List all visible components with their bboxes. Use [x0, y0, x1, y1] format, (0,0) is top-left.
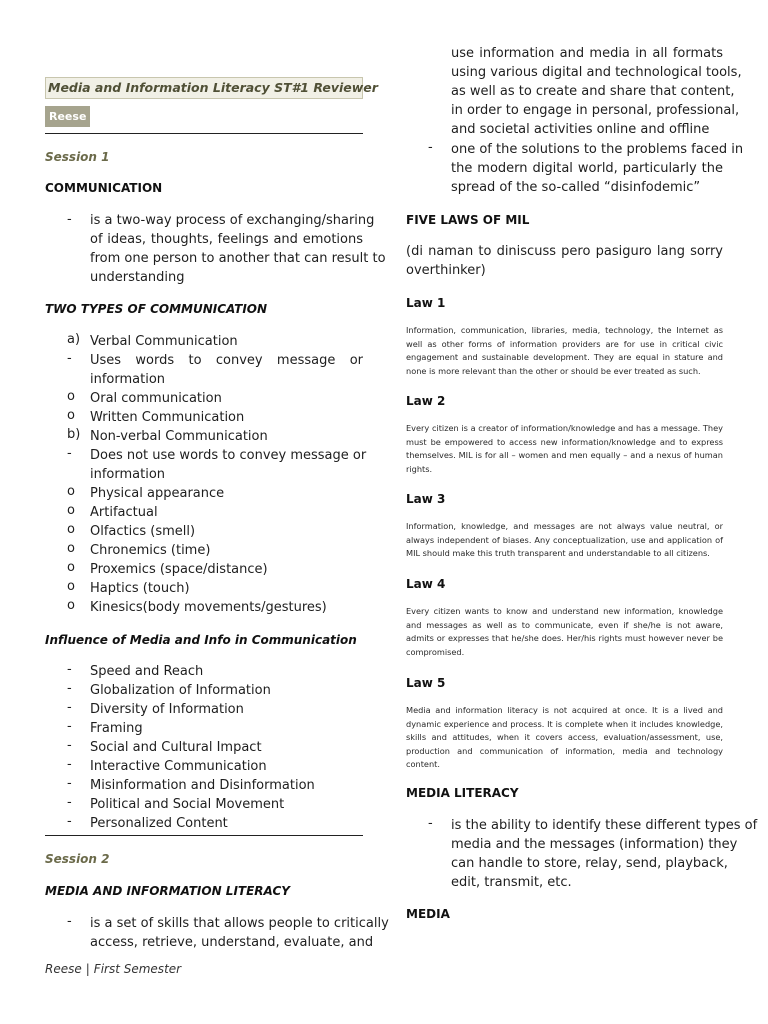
list-item: Misinformation and Disinformation [90, 778, 315, 793]
section-divider [45, 835, 363, 836]
mil-heading: MEDIA AND INFORMATION LITERACY [45, 884, 290, 898]
session-2-label: Session 2 [45, 852, 110, 866]
dash-marker: - [67, 776, 72, 791]
list-item: Haptics (touch) [90, 581, 190, 596]
dash-marker: - [67, 681, 72, 696]
list-item: Diversity of Information [90, 702, 244, 717]
list-item: Artifactual [90, 505, 158, 520]
list-item: Framing [90, 721, 143, 736]
definition-line: is a two-way process of exchanging/sharing [90, 213, 375, 228]
law-1-text: Information, communication, libraries, media, technology, the Internet as well as other forms of information providers are for use in critical civic engagement and sustainable development. They are equal in stature and none is more relevant than the other or should be ever treated as such. [406, 325, 723, 376]
definition-line: access, retrieve, understand, evaluate, and [90, 935, 374, 950]
list-item: Interactive Communication [90, 759, 267, 774]
nonverbal-description: information [90, 467, 166, 482]
list-item: Proxemics (space/distance) [90, 562, 268, 577]
oral-communication: Oral communication [90, 391, 222, 406]
list-item: Physical appearance [90, 486, 225, 501]
law-3-text: Information, knowledge, and messages are not always value neutral, or always independent of biases. Any conceptualization, use and application of MIL should make this truth transparent and understandable to all citizens. [406, 521, 723, 558]
bullet-marker: o [67, 408, 75, 423]
solution-line: the modern digital world, particularly the [451, 161, 723, 176]
law-1-title: Law 1 [406, 296, 446, 310]
definition-line: edit, transmit, etc. [451, 875, 572, 890]
dash-marker: - [67, 446, 72, 461]
bullet-marker: o [67, 560, 75, 575]
dash-marker: - [67, 738, 72, 753]
dash-marker: - [67, 719, 72, 734]
five-laws-note: (di naman to diniscuss pero pasiguro lang sorry overthinker) [406, 244, 723, 278]
two-types-heading: TWO TYPES OF COMMUNICATION [45, 302, 268, 316]
written-communication: Written Communication [90, 410, 245, 425]
definition-line: is the ability to identify these different types of [451, 818, 758, 833]
continuation-line: use information and media in all formats [451, 46, 723, 61]
dash-marker: - [67, 757, 72, 772]
dash-marker: - [67, 662, 72, 677]
five-laws-heading: FIVE LAWS OF MIL [406, 213, 530, 227]
bullet-marker: o [67, 598, 75, 613]
law-5-title: Law 5 [406, 676, 446, 690]
dash-marker: - [67, 795, 72, 810]
list-item: Globalization of Information [90, 683, 271, 698]
dash-marker: - [67, 700, 72, 715]
solution-line: one of the solutions to the problems faced in [451, 142, 744, 157]
footer-term: First Semester [93, 962, 182, 976]
dash-marker: - [428, 816, 433, 831]
law-4-text: Every citizen wants to know and understand new information, knowledge and messages as well as to communicate, even if she/he is not aware, admits or expresses that he/she does. Her/his rights must however never be compromised. [406, 606, 723, 657]
list-item: Political and Social Movement [90, 797, 285, 812]
verbal-description: Uses words to convey message or [90, 353, 363, 368]
dash-marker: - [67, 814, 72, 829]
continuation-line: using various digital and technological tools, [451, 65, 742, 80]
nonverbal-description: Does not use words to convey message or [90, 448, 367, 463]
definition-line: of ideas, thoughts, feelings and emotions [90, 232, 363, 247]
law-2-text: Every citizen is a creator of information/knowledge and has a message. They must be empowered to access new information/knowledge and to express themselves. MIL is for all – women and men equally – and a nexus of human rights. [406, 423, 723, 474]
nonverbal-communication: Non-verbal Communication [90, 429, 268, 444]
bullet-marker: o [67, 541, 75, 556]
verbal-description: information [90, 372, 166, 387]
bullet-marker: o [67, 503, 75, 518]
top-divider [45, 133, 363, 134]
communication-heading: COMMUNICATION [45, 181, 163, 195]
definition-line: media and the messages (information) they [451, 837, 738, 852]
document-title: Media and Information Literacy ST#1 Reviewer [45, 77, 363, 99]
bullet-marker: o [67, 522, 75, 537]
author-badge: Reese [45, 106, 90, 127]
definition-line: understanding [90, 270, 185, 285]
dash-marker: - [428, 140, 433, 155]
law-5-text: Media and information literacy is not acquired at once. It is a lived and dynamic experience and process. It is complete when it includes knowledge, skills and attitudes, when it covers access, evaluation/assessment, use, production and communication of information, media and technology content. [406, 705, 723, 769]
dash-marker: - [67, 351, 72, 366]
dash-marker: - [67, 914, 72, 929]
continuation-line: and societal activities online and offline [451, 122, 710, 137]
session-1-label: Session 1 [45, 150, 110, 164]
influence-heading: Influence of Media and Info in Communication [45, 633, 357, 647]
list-item: Personalized Content [90, 816, 228, 831]
bullet-marker: o [67, 579, 75, 594]
list-item: Chronemics (time) [90, 543, 211, 558]
definition-line: can handle to store, relay, send, playback, [451, 856, 728, 871]
continuation-line: as well as to create and share that content, [451, 84, 735, 99]
list-item: Kinesics(body movements/gestures) [90, 600, 327, 615]
law-4-title: Law 4 [406, 577, 446, 591]
media-literacy-heading: MEDIA LITERACY [406, 786, 519, 800]
law-3-title: Law 3 [406, 492, 446, 506]
list-item: Social and Cultural Impact [90, 740, 262, 755]
definition-line: from one person to another that can result to [90, 251, 386, 266]
media-heading: MEDIA [406, 907, 450, 921]
footer-author: Reese [45, 962, 82, 976]
solution-line: spread of the so-called “disinfodemic” [451, 180, 701, 195]
list-letter-b: b) [67, 427, 81, 442]
verbal-communication: Verbal Communication [90, 334, 238, 349]
list-item: Olfactics (smell) [90, 524, 196, 539]
list-item: Speed and Reach [90, 664, 204, 679]
continuation-line: in order to engage in personal, professional, [451, 103, 740, 118]
bullet-marker: o [67, 389, 75, 404]
bullet-marker: o [67, 484, 75, 499]
page-footer [45, 962, 181, 976]
list-letter-a: a) [67, 332, 81, 347]
dash-marker: - [67, 212, 72, 227]
law-2-title: Law 2 [406, 394, 446, 408]
definition-line: is a set of skills that allows people to critically [90, 916, 389, 931]
footer-separator: | [85, 962, 90, 976]
